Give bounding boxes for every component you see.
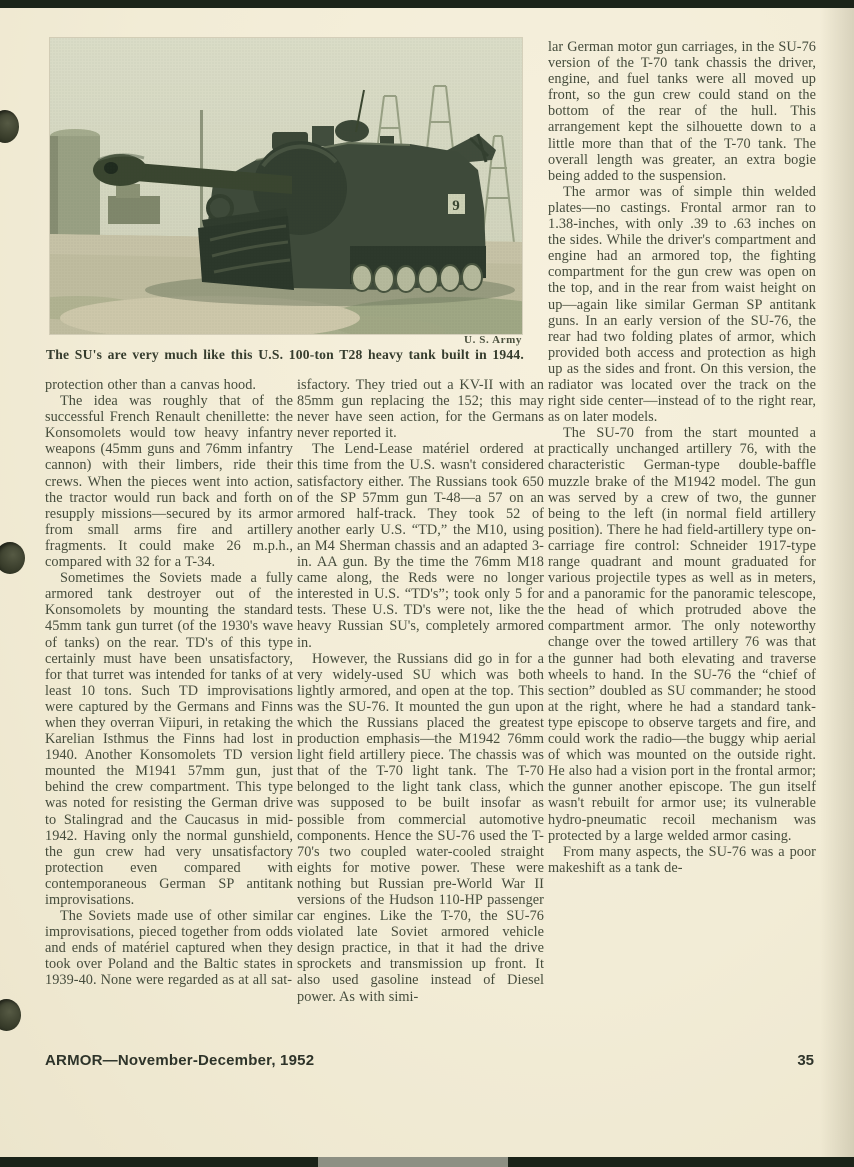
paragraph: lar German motor gun carriages, in the SU-76 version of the T-70 tank chassis the driver, engine, and fuel tanks were all moved up front, so the gun crew could stand on the bottom of the rear of the hull. This arrangement kept the silhouette down to a little more than that of the T-70 tank. The overall length was greater, an extra bogie being added to the suspension. [548, 39, 816, 184]
punch-hole [0, 999, 21, 1031]
paragraph: The Lend-Lease matériel ordered at this time from the U.S. wasn't considered satisfactory either. The Russians took 650 of the SP 57mm gun T-48—a 57 on an armored half-track. They took 52 of another early U.S. “TD,” the M10, using an M4 Sherman chassis and an adapted 3-in. AA gun. By the time the 76mm M18 came along, the Reds were no longer interested in U.S. “TD's”; took only 5 for tests. These U.S. TD's were not, like the heavy Russian SU's, completely armored in. [297, 441, 544, 651]
photo-caption: The SU's are very much like this U.S. 100-ton T28 heavy tank built in 1944. [46, 347, 524, 362]
tank-photo [50, 38, 522, 334]
paragraph: The armor was of simple thin welded plates—no castings. Frontal armor ran to 1.38-inches, with only .39 to .63 inches on the sides. While the driver's compartment and engine had an armored top, the fighting compartment for the gun crew was open on the top, and in the rear from waist height on up—again like similar German SP antitank guns. In an early version of the SU-76, the rear had two folding plates of armor, which provided both access and protection as high up as the sides and front. On this version, the radiator was located over the track on the right side center—instead of to the right rear, as on later models. [548, 183, 816, 426]
text-column-1 [45, 377, 293, 1051]
paragraph: From many aspects, the SU-76 was a poor makeshift as a tank de- [548, 843, 816, 876]
paragraph: The Soviets made use of other similar improvisations, pieced together from odds and ends of matériel captured when they took over Poland and the Baltic states in 1939-40. None were regarded as at all sat- [45, 908, 293, 989]
punch-hole [0, 542, 25, 574]
bottom-border-bar-gap [318, 1157, 508, 1167]
text-column-3 [548, 39, 816, 1051]
photo-grain-overlay [50, 38, 522, 334]
page-number: 35 [797, 1052, 814, 1069]
text-column-2 [297, 377, 544, 1051]
photo-credit: U. S. Army [464, 334, 522, 346]
paragraph: protection other than a canvas hood. [45, 377, 257, 393]
paragraph: However, the Russians did go in for a very widely-used SU which was both lightly armored, and open at the top. This was the SU-76. It mounted the gun upon which the Russians placed the greatest production emphasis—the M1942 76mm light field artillery piece. The chassis was that of the T-70 light tank. The T-70 belonged to the light tank class, which was supposed to be built insofar as possible from commercial automotive components. Hence the SU-76 used the T-70's two coupled water-cooled straight eights for motive power. These were nothing but Russian pre-World War II versions of the Hudson 110-HP passenger car engines. Like the T-70, the SU-76 violated late Soviet armored vehicle design practice, in that it had the drive sprockets and transmission up front. It also used gasoline instead of Diesel power. As with simi- [297, 650, 544, 1005]
paragraph: Sometimes the Soviets made a fully armored tank destroyer out of the Konsomolets by mounting the standard 45mm tank gun turret (of the 1930's wave of tanks) on the rear. TD's of this type certainly must have been unsatisfactory, for that turret was intended for tanks of at least 10 tons. Such TD improvisations were captured by the Germans and Finns when they overran Viipuri, in retaking the Karelian Isthmus the Finns had lost in 1940. Another Konsomolets TD version mounted the M1941 57mm gun, just behind the crew compartment. This type was noted for resisting the German drive to Stalingrad and the Caucasus in mid-1942. Having only the normal gunshield, the gun crew had very unsatisfactory protection even compared with contemporaneous German SP antitank improvisations. [45, 570, 293, 908]
punch-hole [0, 110, 19, 143]
paragraph: The SU-70 from the start mounted a practically unchanged artillery 76, with the characteristic German-type double-baffle muzzle brake of the M1942 model. The gun was served by a crew of two, the gunner being to the left (in normal field artillery position). There he had field-artillery type on-carriage fire control: Schneider 1917-type range quadrant and mount graduated for various projectile types as well as in meters, and a panoramic for the panoramic telescope, the head of which protruded above the compartment armor. The only noteworthy change over the towed artillery 76 was that the gunner had both elevating and traverse wheels to hand. In the SU-76 the “chief of section” doubled as SU commander; he stood at the right, where he had a standard tank-type episcope to observe targets and fire, and could work the radio—the buggy whip aerial of which was mounted on the outside right. He also had a vision port in the frontal armor; the gunner another episcope. The gun itself wasn't rebuilt for armor use; its vulnerable hydro-pneumatic recoil mechanism was protected by a large welded armor casing. [548, 425, 816, 844]
paragraph: The idea was roughly that of the successful French Renault chenillette: the Konsomolets would tow heavy infantry weapons (45mm guns and 76mm infantry cannon) with their limbers, ride their crews. When the pieces went into action, the tractor would run back and forth on resupply missions—secured by its armor from small arms fire and artillery fragments. It could make 26 m.p.h., compared with 32 for a T-34. [45, 393, 293, 571]
paragraph: isfactory. They tried out a KV-II with an 85mm gun replacing the 152; this may never have seen action, for the Germans never reported it. [297, 377, 544, 442]
publication-footer: ARMOR—November-December, 1952 [45, 1052, 315, 1069]
top-border-bar [0, 0, 854, 8]
